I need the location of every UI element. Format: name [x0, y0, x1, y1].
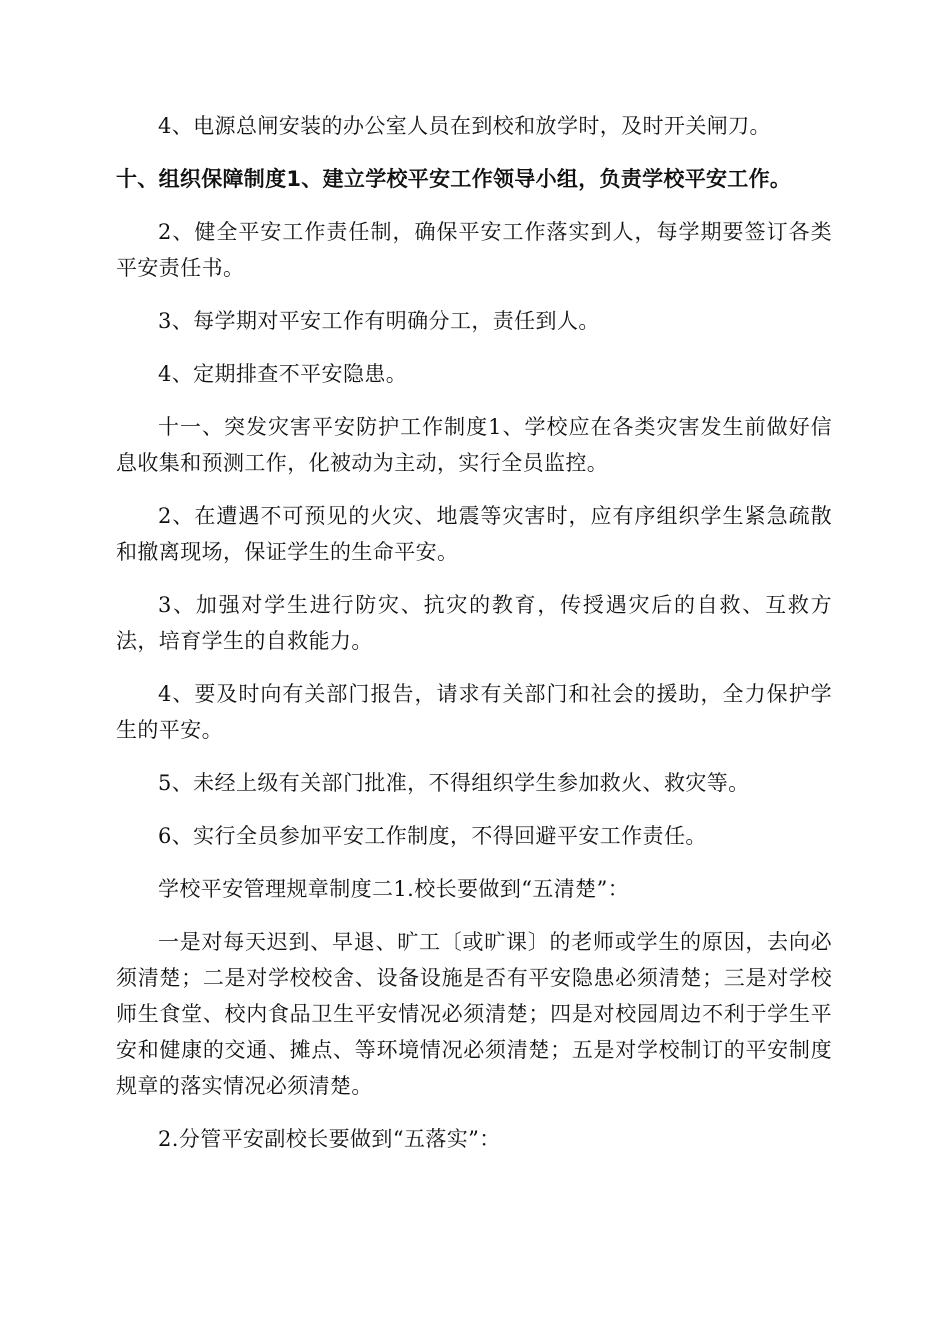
section-heading-organization: 十、组织保障制度1、建立学校平安工作领导小组，负责学校平安工作。 — [116, 167, 792, 191]
paragraph-five-implement: 2.分管平安副校长要做到“五落实”： — [158, 1127, 501, 1151]
document-body — [116, 108, 832, 1174]
section-heading-disaster: 十一、突发灾害平安防护工作制度1、学校应在各类灾害发生前做好信息收集和预测工作，化被动为主动，实行全员监控。 — [116, 415, 832, 475]
paragraph-all-staff: 6、实行全员参加平安工作制度，不得回避平安工作责任。 — [158, 824, 707, 848]
paragraph-inspection: 4、定期排查不平安隐患。 — [158, 362, 408, 386]
paragraph-power-switch: 4、电源总闸安装的办公室人员在到校和放学时，及时开关闸刀。 — [158, 114, 771, 138]
paragraph-approval: 5、未经上级有关部门批准，不得组织学生参加救火、救灾等。 — [158, 771, 750, 795]
paragraph-evacuation: 2、在遭遇不可预见的火灾、地震等灾害时，应有序组织学生紧急疏散和撤离现场，保证学生的生命平安。 — [116, 504, 832, 564]
section-heading-regulations-two: 学校平安管理规章制度二1.校长要做到“五清楚”： — [158, 877, 630, 901]
paragraph-five-clear: 一是对每天迟到、早退、旷工〔或旷课〕的老师或学生的原因，去向必须清楚；二是对学校校舍、设备设施是否有平安隐患必须清楚；三是对学校师生食堂、校内食品卫生平安情况必须清楚；四是对校园周边不利于学生平安和健康的交通、摊点、等环境情况必须清楚；五是对学校制订的平安制度规章的落实情况必须清楚。 — [116, 930, 832, 1098]
paragraph-responsibility: 2、健全平安工作责任制，确保平安工作落实到人，每学期要签订各类平安责任书。 — [116, 220, 832, 280]
paragraph-education: 3、加强对学生进行防灾、抗灾的教育，传授遇灾后的自救、互救方法，培育学生的自救能力。 — [116, 593, 832, 653]
paragraph-division: 3、每学期对平安工作有明确分工，责任到人。 — [158, 309, 600, 333]
paragraph-reporting: 4、要及时向有关部门报告，请求有关部门和社会的援助，全力保护学生的平安。 — [116, 682, 832, 742]
